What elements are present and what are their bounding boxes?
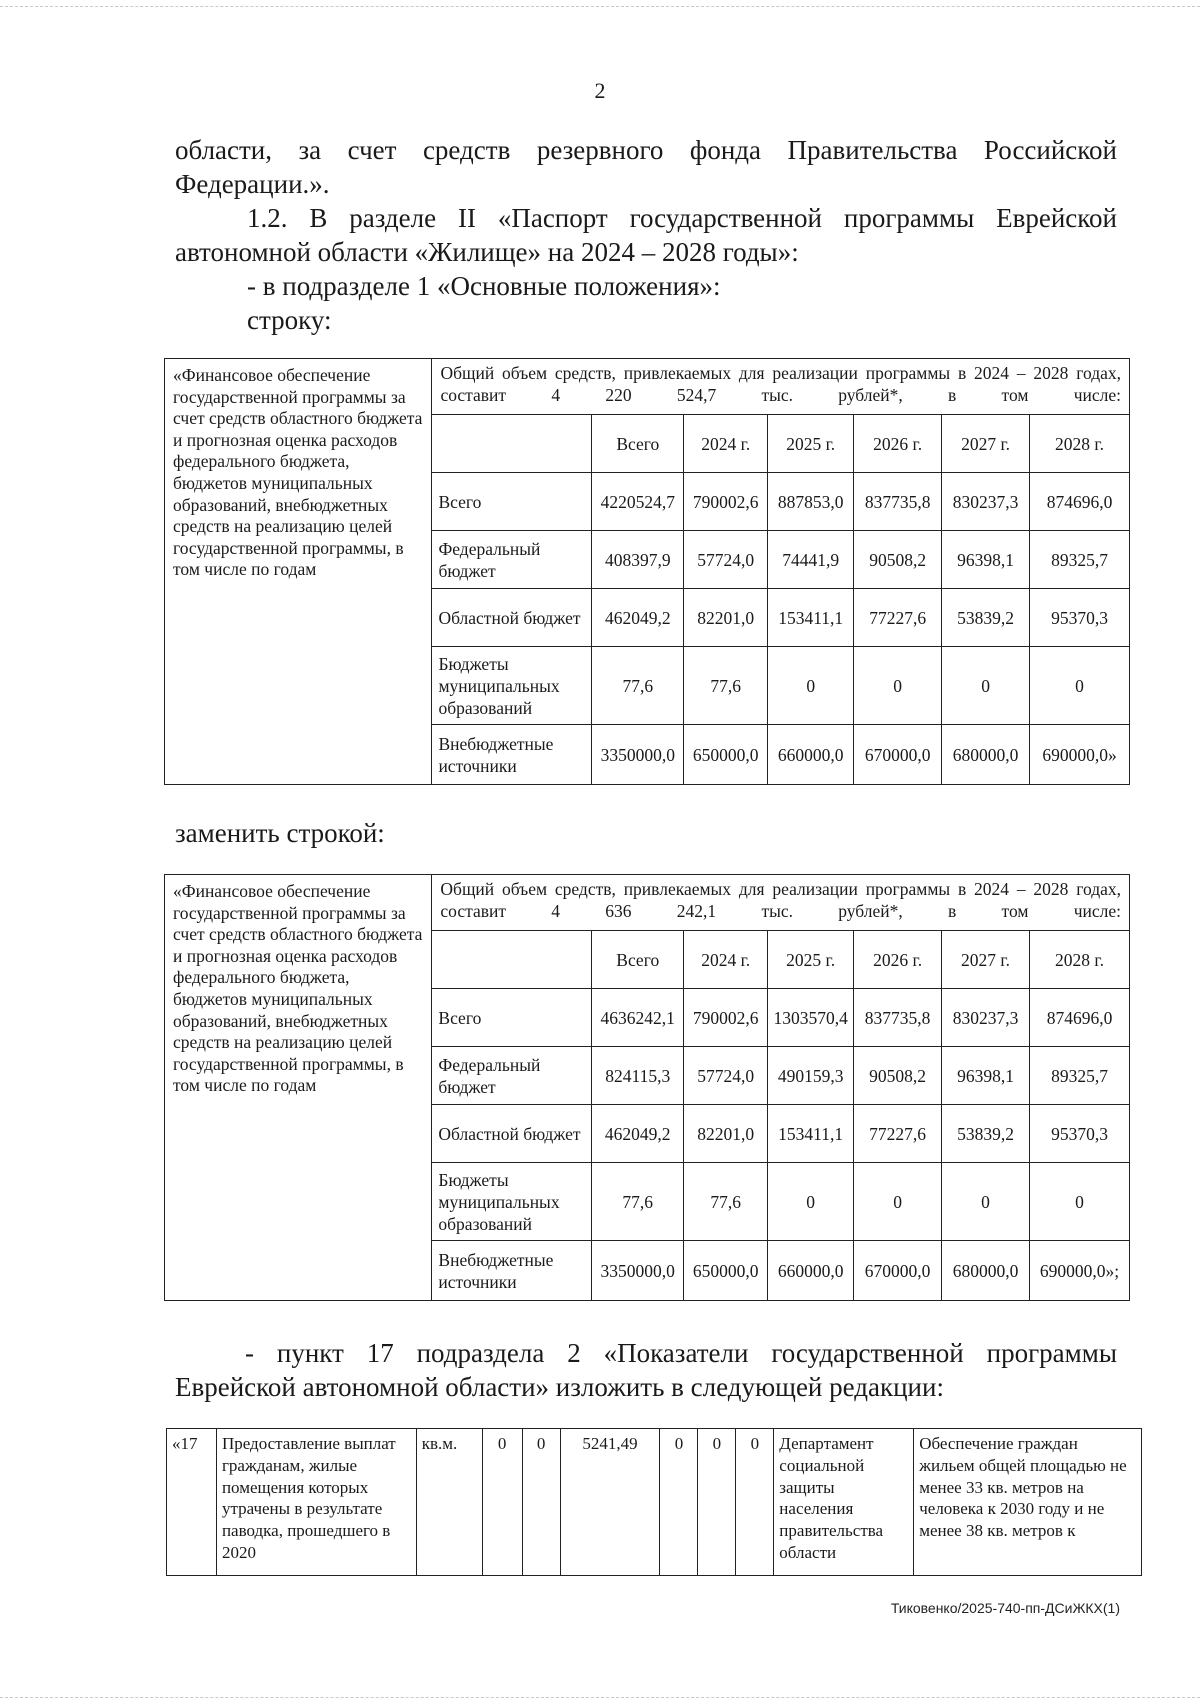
word: подраздела xyxy=(416,1338,545,1368)
word: государственной xyxy=(629,203,823,233)
table-cell: 4220524,7 xyxy=(592,473,684,531)
table-cell: 153411,1 xyxy=(768,589,854,647)
table-cell: 89325,7 xyxy=(1030,1047,1130,1105)
column-header xyxy=(432,415,592,473)
finance-label-cell: «Финансовое обеспечение государственной программы за счет средств областного бюджета и прогнозная оценка расходов федерального бюджета, бюджетов муниципальных образований, внебюджетных средств на реализацию целей государственной программы, в том числе по годам xyxy=(165,875,432,1301)
table-cell: 0 xyxy=(942,647,1030,725)
table-cell: 1303570,4 xyxy=(768,989,854,1047)
indicator-goal: Обеспечение граждан жильем общей площадью не менее 33 кв. метров на человека к 2030 году и не менее 38 кв. метров к xyxy=(914,1429,1142,1576)
table-cell: 790002,6 xyxy=(684,473,768,531)
table-cell: 680000,0 xyxy=(942,1241,1030,1301)
item17-line-1 xyxy=(245,1336,1117,1370)
table-cell: 77,6 xyxy=(592,1163,684,1241)
indicator-name: Предоставление выплат гражданам, жилые помещения которых утрачены в результате паводка, прошедшего в 2020 xyxy=(216,1429,416,1576)
table-cell: 77,6 xyxy=(592,647,684,725)
table-cell: 0 xyxy=(768,647,854,725)
intro-line-1 xyxy=(175,133,1117,167)
table-cell: 77227,6 xyxy=(854,589,942,647)
table-cell: 830237,3 xyxy=(942,989,1030,1047)
table-cell: 90508,2 xyxy=(854,531,942,589)
table-cell: 790002,6 xyxy=(684,989,768,1047)
word: 17 xyxy=(366,1338,394,1368)
table-cell: 82201,0 xyxy=(684,589,768,647)
word: Еврейской xyxy=(996,203,1117,233)
table-cell: 57724,0 xyxy=(684,1047,768,1105)
word: государственной xyxy=(771,1338,964,1368)
indicator-value: 0 xyxy=(660,1429,698,1576)
word: - xyxy=(245,1338,254,1368)
word: 1.2. xyxy=(247,203,288,233)
row-label: Бюджеты муниципальных образований xyxy=(432,1163,592,1241)
table-cell: 874696,0 xyxy=(1030,473,1130,531)
table-cell: 90508,2 xyxy=(854,1047,942,1105)
column-header: 2025 г. xyxy=(768,415,854,473)
word: области, xyxy=(175,135,273,165)
intro-paragraph xyxy=(175,133,1117,337)
table-cell: 77,6 xyxy=(684,647,768,725)
indicator-value: 0 xyxy=(522,1429,560,1576)
table-cell: 660000,0 xyxy=(768,1241,854,1301)
table-cell: 0 xyxy=(768,1163,854,1241)
word: за xyxy=(298,135,322,165)
indicator-number: «17 xyxy=(167,1429,217,1576)
table-cell: 95370,3 xyxy=(1030,1105,1130,1163)
word: Правительства xyxy=(787,135,958,165)
table-cell: 650000,0 xyxy=(684,1241,768,1301)
item17-paragraph xyxy=(175,1336,1117,1404)
indicator-table xyxy=(166,1428,1142,1576)
finance-table-old xyxy=(164,358,1130,785)
table-cell: 690000,0» xyxy=(1030,725,1130,785)
table-cell: 0 xyxy=(854,647,942,725)
column-header: 2026 г. xyxy=(854,931,942,989)
table-cell: 874696,0 xyxy=(1030,989,1130,1047)
intro-line-3 xyxy=(247,201,1117,235)
table-cell: 74441,9 xyxy=(768,531,854,589)
column-header: 2024 г. xyxy=(684,415,768,473)
table-cell: 53839,2 xyxy=(942,1105,1030,1163)
word: программы xyxy=(843,203,975,233)
finance-header-cell: Общий объем средств, привлекаемых для реализации программы в 2024 – 2028 годах, составит 4 220 524,7 тыс. рублей*, в том числе: xyxy=(432,359,1130,415)
word: резервного xyxy=(536,135,664,165)
word: «Показатели xyxy=(603,1338,749,1368)
word: Российской xyxy=(983,135,1117,165)
word: пункт xyxy=(276,1338,344,1368)
item17-line-2: Еврейской автономной области» изложить в следующей редакции: xyxy=(175,1372,944,1402)
row-label: Федеральный бюджет xyxy=(432,531,592,589)
table-cell: 670000,0 xyxy=(854,1241,942,1301)
table-cell: 0 xyxy=(1030,1163,1130,1241)
table-cell: 82201,0 xyxy=(684,1105,768,1163)
replace-label: заменить строкой: xyxy=(175,818,385,848)
row-label: Федеральный бюджет xyxy=(432,1047,592,1105)
indicator-value: 5241,49 xyxy=(560,1429,660,1576)
indicator-unit: кв.м. xyxy=(416,1429,482,1576)
scan-edge-top xyxy=(0,6,1200,7)
scan-edge-bottom xyxy=(0,1697,1200,1698)
table-cell: 462049,2 xyxy=(592,589,684,647)
table-cell: 837735,8 xyxy=(854,989,942,1047)
table-cell: 3350000,0 xyxy=(592,725,684,785)
table-cell: 0 xyxy=(1030,647,1130,725)
word: счет xyxy=(347,135,397,165)
intro-line-5: - в подразделе 1 «Основные положения»: xyxy=(247,271,721,301)
column-header: 2028 г. xyxy=(1030,415,1130,473)
indicator-value: 0 xyxy=(698,1429,736,1576)
table-cell: 670000,0 xyxy=(854,725,942,785)
column-header: Всего xyxy=(592,415,684,473)
column-header: 2024 г. xyxy=(684,931,768,989)
indicator-value: 0 xyxy=(736,1429,774,1576)
row-label: Всего xyxy=(432,989,592,1047)
word: «Паспорт xyxy=(497,203,608,233)
intro-line-2: Федерации.». xyxy=(175,169,330,199)
word: фонда xyxy=(689,135,762,165)
indicator-value: 0 xyxy=(482,1429,522,1576)
table-cell: 408397,9 xyxy=(592,531,684,589)
table-cell: 96398,1 xyxy=(942,1047,1030,1105)
word: средств xyxy=(422,135,511,165)
table-cell: 837735,8 xyxy=(854,473,942,531)
row-label: Внебюджетные источники xyxy=(432,725,592,785)
column-header: 2026 г. xyxy=(854,415,942,473)
intro-line-4: автономной области «Жилище» на 2024 – 2028 годы»: xyxy=(175,237,799,267)
table-cell: 824115,3 xyxy=(592,1047,684,1105)
page-number: 2 xyxy=(594,78,606,103)
finance-table-new xyxy=(164,874,1130,1301)
table-cell: 77227,6 xyxy=(854,1105,942,1163)
table-cell: 830237,3 xyxy=(942,473,1030,531)
intro-line-6: строку: xyxy=(247,305,332,335)
column-header: 2028 г. xyxy=(1030,931,1130,989)
row-label: Внебюджетные источники xyxy=(432,1241,592,1301)
table-cell: 490159,3 xyxy=(768,1047,854,1105)
row-label: Областной бюджет xyxy=(432,589,592,647)
table-cell: 4636242,1 xyxy=(592,989,684,1047)
indicator-responsible: Департамент социальной защиты населения правительства области xyxy=(774,1429,914,1576)
finance-header-cell: Общий объем средств, привлекаемых для реализации программы в 2024 – 2028 годах, составит 4 636 242,1 тыс. рублей*, в том числе: xyxy=(432,875,1130,931)
table-cell: 690000,0»; xyxy=(1030,1241,1130,1301)
table-cell: 53839,2 xyxy=(942,589,1030,647)
table-cell: 660000,0 xyxy=(768,725,854,785)
column-header: 2027 г. xyxy=(942,931,1030,989)
table-cell: 650000,0 xyxy=(684,725,768,785)
table-cell: 89325,7 xyxy=(1030,531,1130,589)
table-cell: 0 xyxy=(854,1163,942,1241)
table-cell: 887853,0 xyxy=(768,473,854,531)
column-header: 2027 г. xyxy=(942,415,1030,473)
word: II xyxy=(457,203,476,233)
table-cell: 77,6 xyxy=(684,1163,768,1241)
row-label: Бюджеты муниципальных образований xyxy=(432,647,592,725)
table-cell: 96398,1 xyxy=(942,531,1030,589)
table-cell: 3350000,0 xyxy=(592,1241,684,1301)
column-header: Всего xyxy=(592,931,684,989)
word: 2 xyxy=(567,1338,581,1368)
column-header: 2025 г. xyxy=(768,931,854,989)
table-cell: 0 xyxy=(942,1163,1030,1241)
table-cell: 680000,0 xyxy=(942,725,1030,785)
word: программы xyxy=(986,1338,1117,1368)
table-cell: 95370,3 xyxy=(1030,589,1130,647)
table-cell: 462049,2 xyxy=(592,1105,684,1163)
word: В xyxy=(309,203,328,233)
row-label: Областной бюджет xyxy=(432,1105,592,1163)
footer-reference: Тиковенко/2025-740-пп-ДСиЖКХ(1) xyxy=(890,1600,1120,1616)
row-label: Всего xyxy=(432,473,592,531)
column-header xyxy=(432,931,592,989)
finance-label-cell: «Финансовое обеспечение государственной программы за счет средств областного бюджета и прогнозная оценка расходов федерального бюджета, бюджетов муниципальных образований, внебюджетных средств на реализацию целей государственной программы, в том числе по годам xyxy=(165,359,432,785)
word: разделе xyxy=(349,203,437,233)
table-cell: 57724,0 xyxy=(684,531,768,589)
table-cell: 153411,1 xyxy=(768,1105,854,1163)
